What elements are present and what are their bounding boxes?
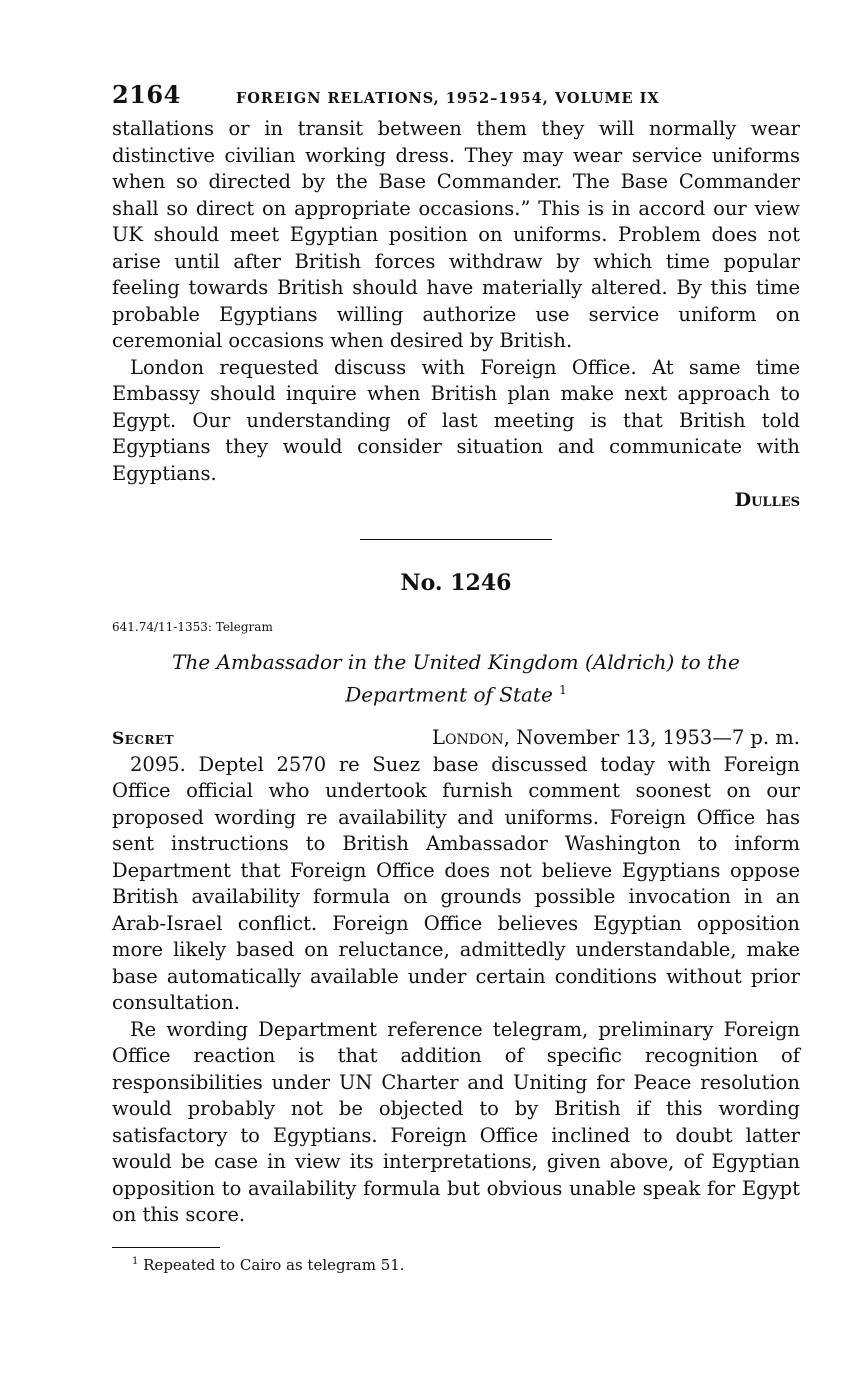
body-paragraph: 2095. Deptel 2570 re Suez base discussed today with Foreign Office official who undertook furnish comment soonest on our proposed wording re availability and uniforms. Foreign Office has sent instructions to British Ambassador Washington to inform Department that Foreign Office does not believe Egyptians oppose British availability formula on grounds possible invocation in an Arab-Israel conflict. Foreign Office believes Egyptian opposition more likely based on reluctance, admittedly understandable, make base automatically available under certain conditions without prior consultation. bbox=[112, 752, 800, 1015]
continued-paragraph: stallations or in transit between them they will normally wear distinctive civilian working dress. They may wear service uniforms when so directed by the Base Commander. The Base Commander shall so direct on appropriate occasions.” This is in accord our view UK should meet Egyptian position on uniforms. Problem does not arise until after British forces withdraw by which time popular feeling towards British should have materially altered. By this time probable Egyptians willing authorize use service uniform on ceremonial occasions when desired by British. bbox=[112, 117, 800, 352]
document-heading bbox=[112, 648, 800, 709]
footnote-mark: 1 bbox=[132, 1255, 139, 1267]
document-page bbox=[112, 80, 800, 1274]
place-date bbox=[432, 725, 800, 751]
classification-label: Secret bbox=[112, 728, 175, 749]
series-title: FOREIGN RELATIONS, 1952–1954, VOLUME IX bbox=[236, 90, 660, 107]
body-paragraph: Re wording Department reference telegram, preliminary Foreign Office reaction is that addition of specific recognition of responsibilities under UN Charter and Uniting for Peace resolution would probably not be objected to by British if this wording satisfactory to Egyptians. Foreign Office inclined to doubt latter would be case in view its interpretations, given above, of Egyptian opposition to availability formula but obvious unable speak for Egypt on this score. bbox=[112, 1017, 800, 1227]
page-number: 2164 bbox=[112, 80, 181, 109]
section-divider bbox=[360, 539, 552, 540]
footnote-reference[interactable]: 1 bbox=[559, 683, 567, 697]
footnote bbox=[112, 1256, 800, 1274]
document-number: No. 1246 bbox=[400, 570, 512, 596]
signature: Dulles bbox=[734, 489, 800, 511]
footnote-divider bbox=[112, 1247, 220, 1248]
date-time: , November 13, 1953—7 p. m. bbox=[503, 725, 800, 749]
document-heading-text: The Ambassador in the United Kingdom (Aldrich) to the Department of State bbox=[172, 650, 740, 707]
body-paragraph: London requested discuss with Foreign Office. At same time Embassy should inquire when British plan make next approach to Egypt. Our understanding of last meeting is that British told Egyptians they would consider situation and communicate with Egyptians. bbox=[112, 355, 800, 485]
place: London bbox=[432, 725, 504, 749]
dateline bbox=[112, 725, 800, 752]
running-head bbox=[112, 80, 800, 116]
file-reference: 641.74/11-1353: Telegram bbox=[112, 620, 273, 634]
footnote-text: Repeated to Cairo as telegram 51. bbox=[138, 1255, 405, 1274]
